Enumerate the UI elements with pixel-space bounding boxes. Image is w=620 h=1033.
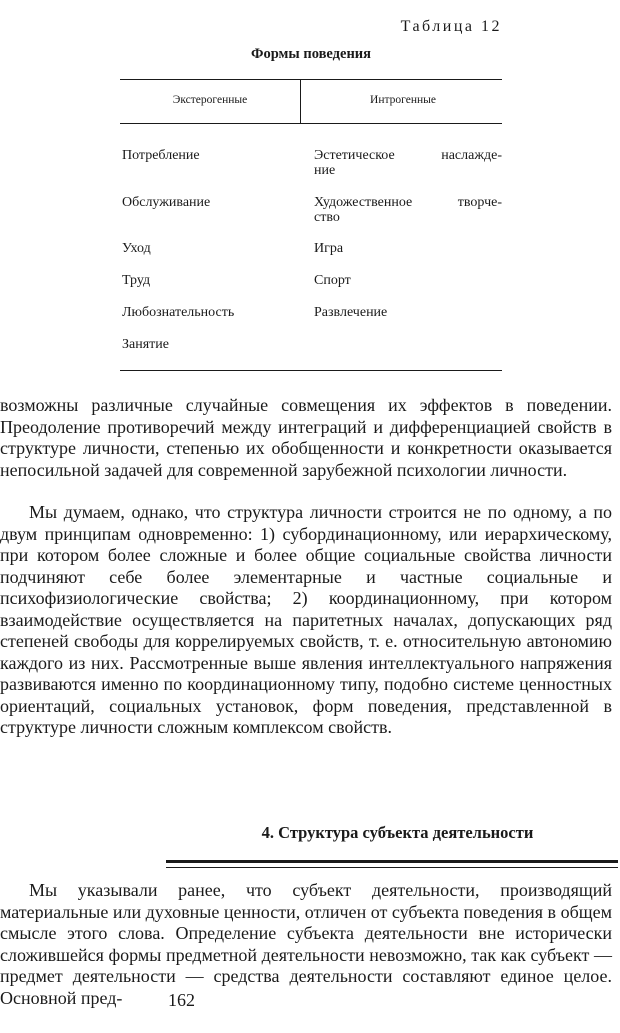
- table-cell-right-line: Эстетическое наслажде-: [314, 148, 502, 163]
- page-number: 162: [168, 990, 195, 1010]
- table-cell-right: Спорт: [314, 273, 351, 288]
- table-cell-left: Занятие: [122, 337, 169, 352]
- table-title: Формы поведения: [250, 46, 371, 62]
- table-cell-right: Игра: [314, 241, 344, 256]
- column-header-introgenic: Интрогенные: [370, 94, 436, 106]
- table-column-divider: [300, 80, 301, 123]
- table-label: Таблица 12: [400, 18, 502, 35]
- table-cell-right-line: Художественное творче-: [314, 195, 502, 210]
- table-cell-left: Любознательность: [122, 305, 235, 320]
- body-paragraph: возможны различные случайные совмещения их эффектов в поведении. Преодоление противоречий между интеграций и дифференциацией свойств в структуре личности, степенью их обобщенности и конкретности оказывается непосильной задачей для современной зарубежной психологии личности.: [0, 395, 612, 480]
- table-cell-left: Обслуживание: [122, 195, 211, 210]
- table-cell-right: Развлечение: [314, 305, 388, 320]
- table-header-rule: [120, 123, 502, 124]
- section-rule-thin: [166, 867, 618, 868]
- section-heading: 4. Структура субъекта деятельности: [261, 823, 534, 842]
- table-cell-right-line: ство: [314, 210, 340, 225]
- table-bottom-rule: [120, 370, 502, 371]
- column-header-exterogenic: Экстерогенные: [172, 94, 248, 106]
- table-cell-left: Потребление: [122, 148, 200, 163]
- table-cell-left: Уход: [122, 241, 151, 256]
- section-paragraph: Мы указывали ранее, что субъект деятельности, производящий материальные или духовные ценности, отличен от субъекта поведения в общем смысле этого слова. Определение субъекта деятельности вне исторически сложившейся формы предметной деятельности невозможно, так как субъект — предмет деятельности — средства деятельности составляют единое целое. Основной пред-: [0, 880, 612, 1008]
- table-cell-left: Труд: [122, 273, 151, 288]
- section-rule-thick: [166, 860, 618, 863]
- table-cell-right-line: ние: [314, 163, 336, 178]
- table-cell-right: [314, 195, 502, 225]
- table-top-rule: [120, 79, 502, 80]
- table-cell-right: [314, 148, 502, 178]
- body-paragraph: Мы думаем, однако, что структура личности строится не по одному, а по двум принципам одновременно: 1) субординационному, или иерархическому, при котором более сложные и более общие социальные свойства личности подчиняют себе более элементарные и частные социальные и психофизиологические свойства; 2) координационному, при котором взаимодействие осуществляется на паритетных началах, допускающих ряд степеней свободы для коррелируемых свойств, т. е. относительную автономию каждого из них. Рассмотренные выше явления интеллектуального напряжения развиваются именно по координационному типу, подобно системе ценностных ориентаций, социальных установок, форм поведения, представленной в структуре личности сложным комплексом свойств.: [0, 502, 612, 737]
